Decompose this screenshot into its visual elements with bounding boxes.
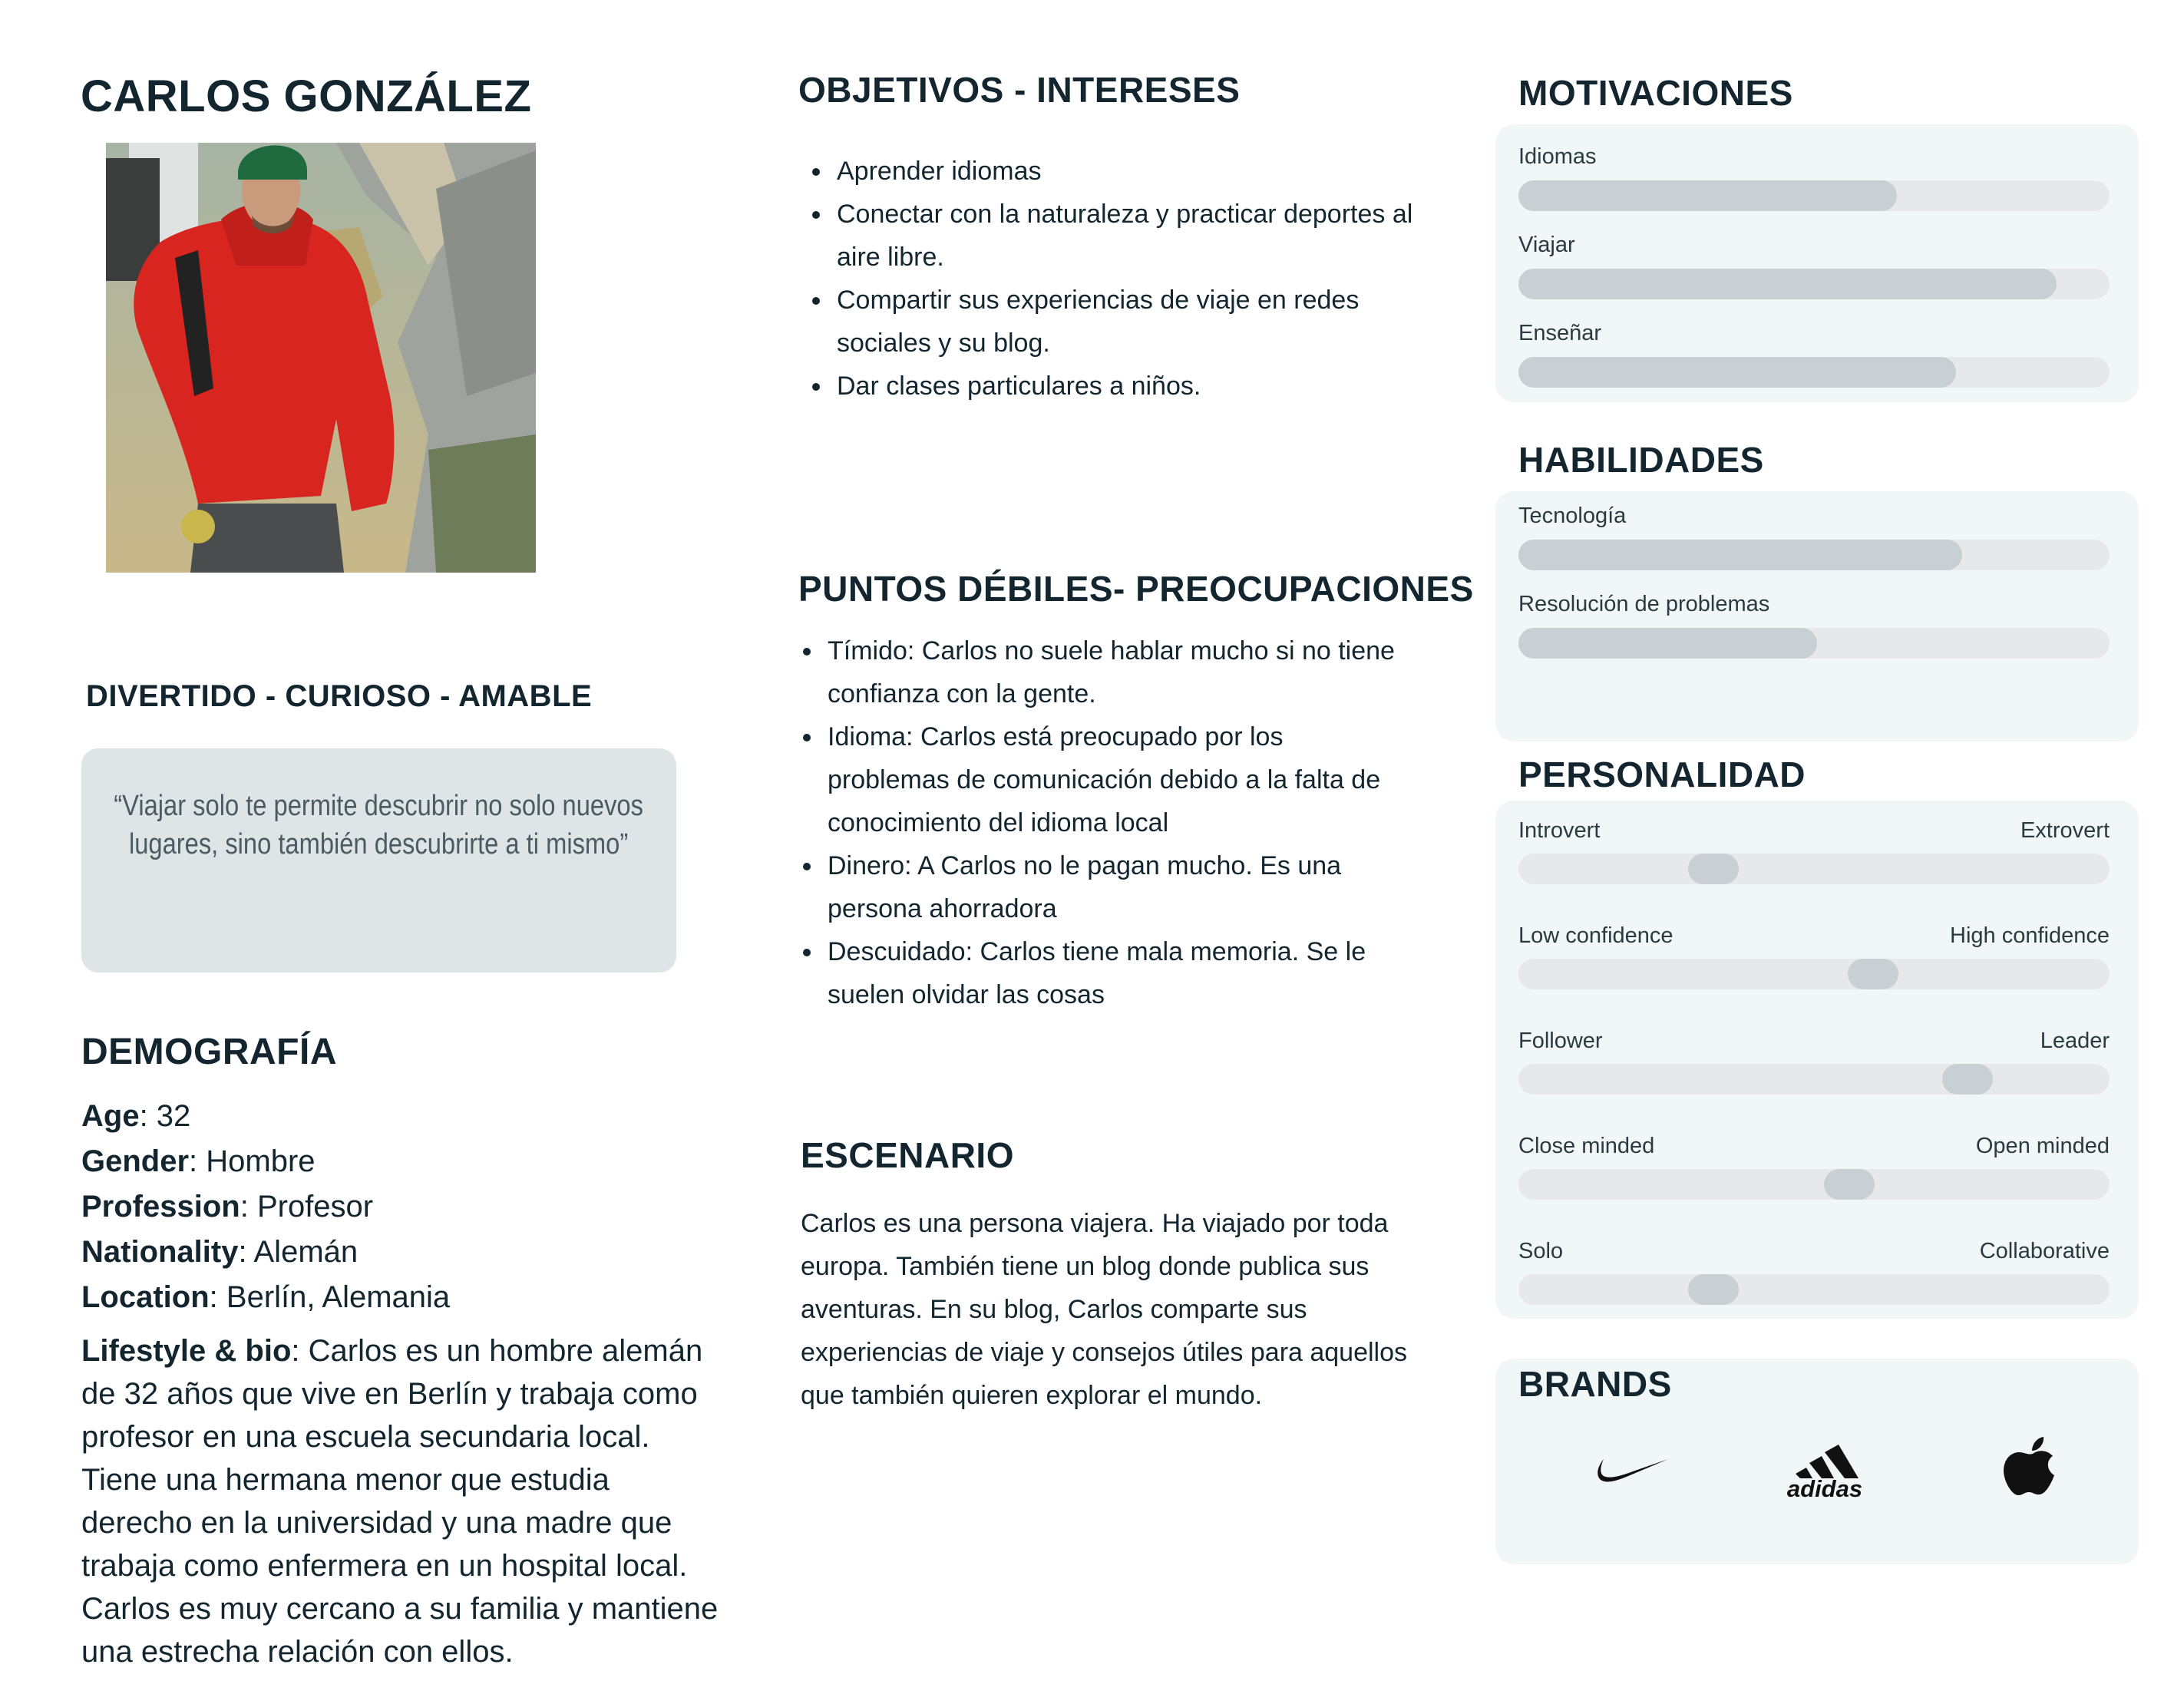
habilidades-heading: HABILIDADES xyxy=(1518,440,1764,480)
trait-scale-labels xyxy=(1518,818,2110,844)
bio-text: : Carlos es un hombre alemán de 32 años que vive en Berlín y trabaja como profesor en una escuela secundaria local. Tiene una hermana menor que estudia derecho en la universidad y una madre que trabaja como enfermera en un hospital local. Carlos es muy cercano a su familia y mantiene una estrecha relación con ellos. xyxy=(81,1334,719,1669)
list-item: Aprender idiomas xyxy=(798,150,1455,193)
bar-fill xyxy=(1518,180,1897,211)
habilidad-label: Tecnología xyxy=(1518,504,1627,528)
trait-slider xyxy=(1518,1169,2110,1200)
list-item: Idioma: Carlos está preocupado por los problemas de comunicación debido a la falta de conocimiento del idioma local xyxy=(789,715,1403,844)
objetivos-heading: OBJETIVOS - INTERESES xyxy=(798,70,1241,110)
list-item: Compartir sus experiencias de viaje en redes sociales y su blog. xyxy=(798,279,1455,365)
scale-left-label: Follower xyxy=(1518,1029,1603,1053)
scale-right-label: High confidence xyxy=(1950,923,2110,948)
demografia-list xyxy=(81,1094,450,1320)
slider-knob xyxy=(1688,854,1739,884)
svg-text:adidas: adidas xyxy=(1786,1475,1863,1498)
scale-left-label: Introvert xyxy=(1518,818,1601,843)
demografia-heading: DEMOGRAFÍA xyxy=(81,1032,337,1072)
trait-scale-labels xyxy=(1518,1239,2110,1264)
trait-slider xyxy=(1518,959,2110,989)
persona-photo xyxy=(106,143,536,573)
escenario-text: Carlos es una persona viajera. Ha viajado por toda europa. También tiene un blog donde publica sus aventuras. En su blog, Carlos comparte sus experiencias de viaje y consejos útiles para aquellos que también quieren explorar el mundo. xyxy=(801,1209,1408,1410)
trait-scale-labels xyxy=(1518,1029,2110,1054)
demo-age: Age: 32 xyxy=(81,1099,191,1133)
escenario-heading: ESCENARIO xyxy=(801,1135,1014,1175)
trait-slider xyxy=(1518,1064,2110,1095)
motivacion-bar xyxy=(1518,357,2110,388)
list-item: Tímido: Carlos no suele hablar mucho si no tiene confianza con la gente. xyxy=(789,629,1403,715)
scale-left-label: Close minded xyxy=(1518,1134,1655,1158)
traits-heading: DIVERTIDO - CURIOSO - AMABLE xyxy=(86,679,593,713)
puntos-debiles-list xyxy=(789,629,1403,1016)
scale-left-label: Solo xyxy=(1518,1239,1564,1263)
bar-fill xyxy=(1518,628,1817,659)
slider-knob xyxy=(1942,1064,1993,1095)
scale-right-label: Open minded xyxy=(1975,1134,2110,1158)
motivacion-label: Enseñar xyxy=(1518,321,1602,345)
trait-slider xyxy=(1518,1274,2110,1305)
habilidad-label: Resolución de problemas xyxy=(1518,592,1770,616)
list-item: Dinero: A Carlos no le pagan mucho. Es una persona ahorradora xyxy=(789,844,1403,930)
bio-label: Lifestyle & bio xyxy=(81,1334,292,1368)
habilidad-bar xyxy=(1518,540,2110,570)
scale-left-label: Low confidence xyxy=(1518,923,1674,948)
trait-scale-labels xyxy=(1518,1134,2110,1159)
demo-gender: Gender: Hombre xyxy=(81,1144,316,1178)
nike-logo-icon xyxy=(1593,1455,1670,1488)
slider-knob xyxy=(1848,959,1898,989)
scale-right-label: Collaborative xyxy=(1979,1239,2110,1263)
habilidad-bar xyxy=(1518,628,2110,659)
bar-fill xyxy=(1518,540,1962,570)
motivacion-label: Idiomas xyxy=(1518,144,1597,169)
trait-scale-labels xyxy=(1518,923,2110,949)
apple-logo-icon xyxy=(2004,1435,2061,1501)
personalidad-heading: PERSONALIDAD xyxy=(1518,755,1806,794)
motivaciones-heading: MOTIVACIONES xyxy=(1518,73,1793,113)
list-item: Descuidado: Carlos tiene mala memoria. Se le suelen olvidar las cosas xyxy=(789,930,1403,1016)
list-item: Conectar con la naturaleza y practicar deportes al aire libre. xyxy=(798,193,1455,279)
brands-heading: BRANDS xyxy=(1518,1364,1672,1404)
demo-nationality: Nationality: Alemán xyxy=(81,1235,358,1269)
motivacion-bar xyxy=(1518,180,2110,211)
scale-right-label: Extrovert xyxy=(2020,818,2110,843)
quote-text: “Viajar solo te permite descubrir no solo nuevos lugares, sino también descubrirte a ti mismo” xyxy=(114,790,644,860)
demo-location: Location: Berlín, Alemania xyxy=(81,1280,451,1314)
photo-illustration xyxy=(106,143,536,573)
persona-name: CARLOS GONZÁLEZ xyxy=(81,71,532,121)
slider-knob xyxy=(1824,1169,1875,1200)
objetivos-list xyxy=(798,150,1455,408)
motivacion-label: Viajar xyxy=(1518,233,1575,257)
puntos-debiles-heading: PUNTOS DÉBILES- PREOCUPACIONES xyxy=(798,569,1474,609)
motivacion-bar xyxy=(1518,269,2110,299)
adidas-logo-icon xyxy=(1777,1435,1873,1498)
list-item: Dar clases particulares a niños. xyxy=(798,365,1455,408)
trait-slider xyxy=(1518,854,2110,884)
slider-knob xyxy=(1688,1274,1739,1305)
quote-card xyxy=(81,748,676,973)
scale-right-label: Leader xyxy=(2040,1029,2110,1053)
bar-fill xyxy=(1518,269,2057,299)
lifestyle-bio xyxy=(81,1329,726,1673)
bar-fill xyxy=(1518,357,1956,388)
demo-profession: Profession: Profesor xyxy=(81,1190,374,1224)
